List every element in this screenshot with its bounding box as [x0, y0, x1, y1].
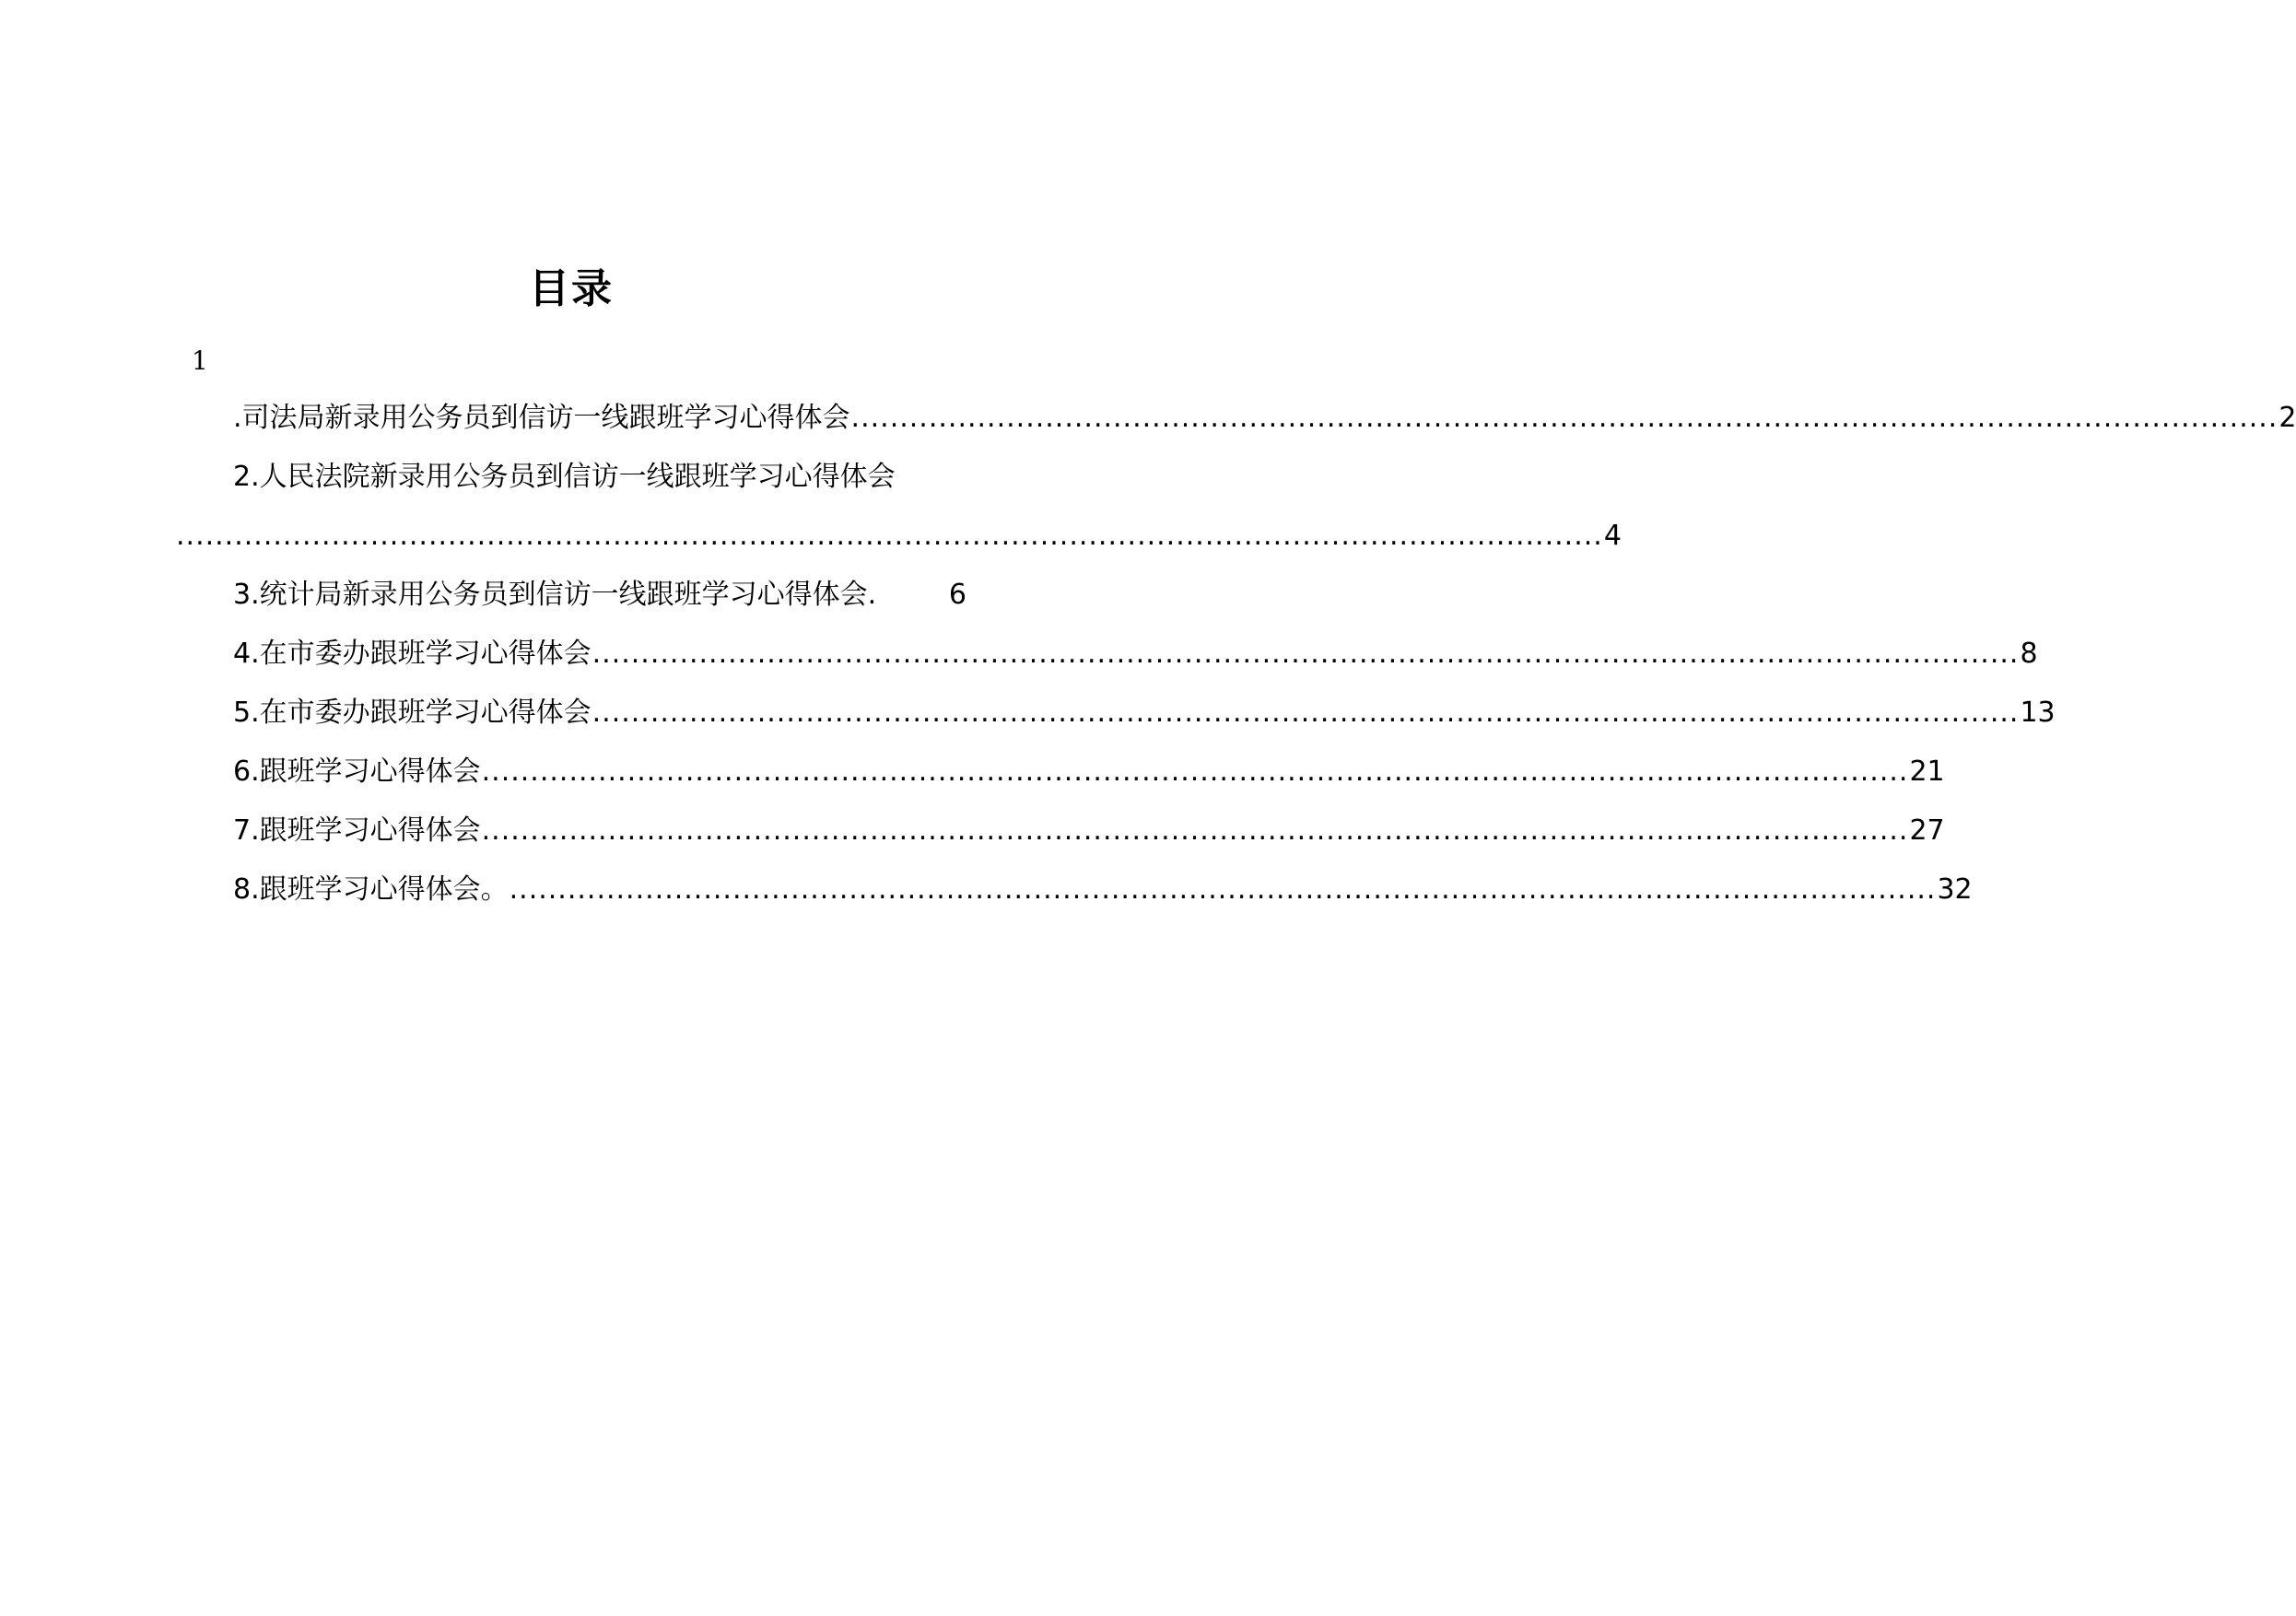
toc-entry-label: 2.人民法院新录用公务员到信访一线跟班学习心得体会 — [233, 461, 896, 493]
toc-entry-label: 3.统计局新录用公务员到信访一线跟班学习心得体会. — [233, 579, 877, 611]
toc-entry-page: 2 — [2278, 402, 2296, 434]
toc-entry-page: 13 — [2020, 697, 2056, 729]
page-title: 目录 — [529, 265, 614, 312]
toc-entry-label: 5.在市委办跟班学习心得体会 — [233, 697, 592, 729]
toc-leader: ................................................................................................................................................... — [481, 755, 1909, 788]
toc-entry-label: 4.在市委办跟班学习心得体会 — [233, 638, 592, 670]
toc-entry-label: .司法局新录用公务员到信访一线跟班学习心得体会 — [233, 402, 850, 434]
toc-entry[interactable] — [233, 577, 966, 614]
toc-entry-page: 6 — [948, 579, 966, 611]
toc-entry[interactable] — [233, 813, 1945, 849]
toc-entry-page: 8 — [2020, 638, 2038, 670]
toc-entry-page: 27 — [1909, 814, 1945, 847]
toc-leader: ................................................................................................................................................... — [592, 697, 2020, 729]
toc-leader: ................................................................................................................................................... — [481, 814, 1909, 847]
toc-entry-page: 21 — [1909, 755, 1945, 788]
toc-leader: ................................................................................................................................................... — [592, 638, 2020, 670]
toc-entry[interactable] — [233, 636, 2038, 673]
toc-entry-label: 8.跟班学习心得体会。 — [233, 873, 509, 906]
toc-entry-page: 4 — [1603, 520, 1622, 552]
toc-entry-page: 32 — [1937, 873, 1973, 906]
toc-entry[interactable] — [233, 872, 1973, 908]
toc-leader: ................................................................................................................................................... — [509, 873, 1937, 906]
toc-entry-continuation[interactable] — [175, 518, 1622, 555]
toc-entry[interactable] — [233, 695, 2056, 732]
stray-number: 1 — [192, 345, 208, 376]
toc-entry[interactable] — [233, 459, 966, 496]
toc-entry[interactable] — [233, 754, 1945, 790]
toc-entry-label: 6.跟班学习心得体会 — [233, 755, 481, 788]
toc-entry[interactable] — [233, 400, 2296, 437]
toc-leader: ................................................................................................................................................... — [176, 520, 1603, 552]
toc-entry-label: 7.跟班学习心得体会 — [233, 814, 481, 847]
toc-leader: ................................................................................................................................................... — [850, 402, 2278, 434]
